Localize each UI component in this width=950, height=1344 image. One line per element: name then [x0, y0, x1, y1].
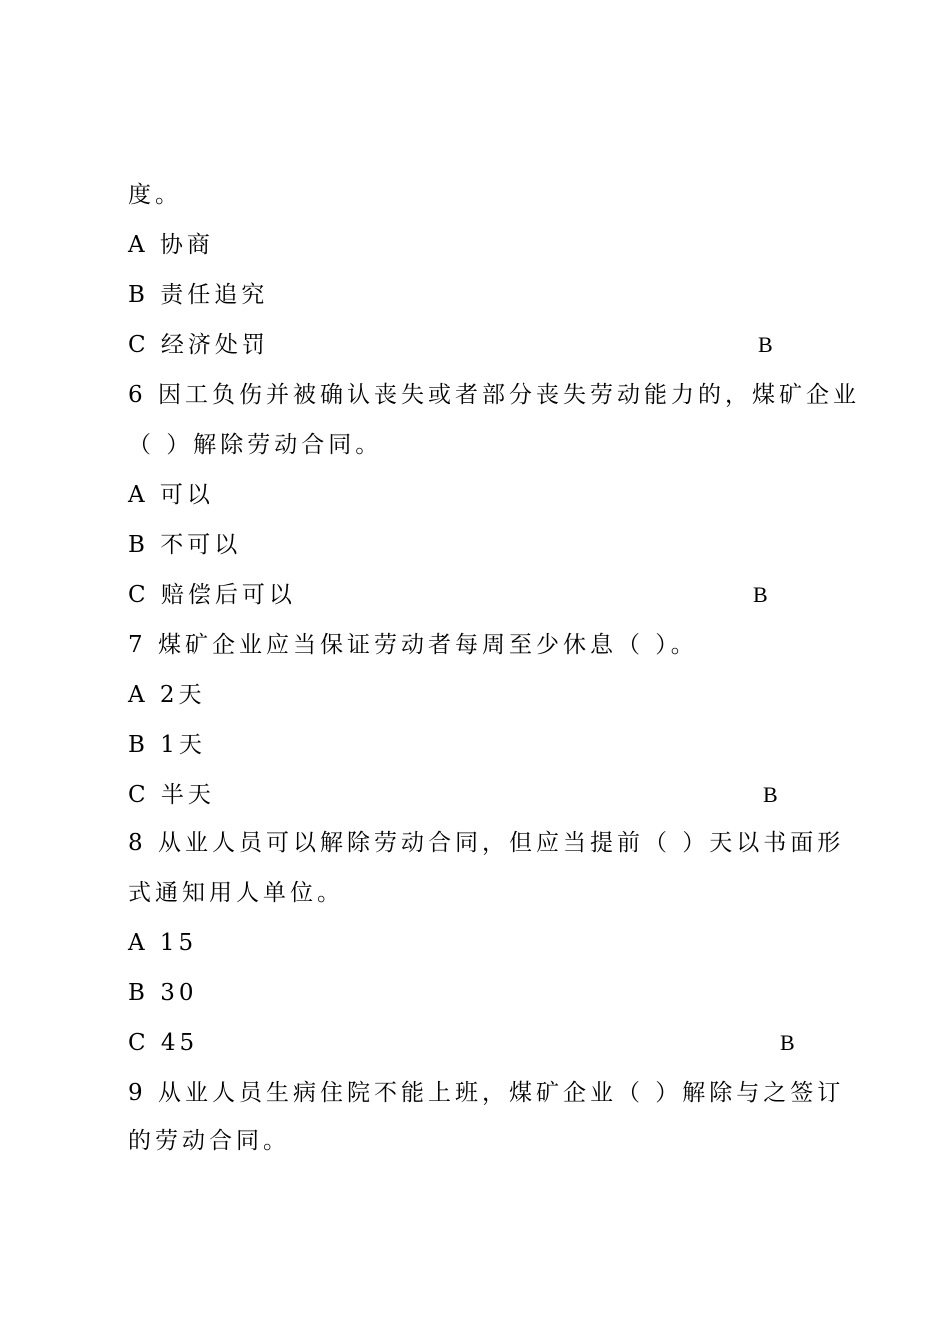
- answer-q6: B: [753, 582, 768, 607]
- answer-q5: B: [758, 332, 773, 357]
- answer-q8: B: [780, 1030, 795, 1055]
- question-8-line-2: 式通知用人单位。: [128, 880, 344, 906]
- question-9-line-2: 的劳动合同。: [128, 1128, 290, 1154]
- option-a-q6: A 可以: [128, 482, 214, 508]
- question-8-line-1: 8 从业人员可以解除劳动合同，但应当提前（ ）天以书面形: [128, 830, 845, 856]
- option-a-q8: A 15: [128, 930, 198, 956]
- option-c-q7: C 半天: [128, 782, 215, 808]
- option-c-q6: C 赔偿后可以: [128, 582, 296, 608]
- line-0: 度。: [128, 182, 182, 208]
- option-a-q5: A 协商: [128, 232, 214, 258]
- question-6-line-1: 6 因工负伤并被确认丧失或者部分丧失劳动能力的，煤矿企业: [128, 382, 860, 408]
- option-c-q5: C 经济处罚: [128, 332, 269, 358]
- answer-q7: B: [763, 782, 778, 807]
- question-9-line-1: 9 从业人员生病住院不能上班，煤矿企业（ ）解除与之签订: [128, 1080, 845, 1106]
- option-a-q7: A 2天: [128, 682, 206, 708]
- question-7-line-1: 7 煤矿企业应当保证劳动者每周至少休息（ ）。: [128, 632, 698, 658]
- option-b-q8: B 30: [128, 980, 198, 1006]
- option-b-q5: B 责任追究: [128, 282, 269, 308]
- question-6-line-2: （ ）解除劳动合同。: [128, 432, 383, 458]
- option-b-q7: B 1天: [128, 732, 206, 758]
- option-c-q8: C 45: [128, 1030, 199, 1056]
- option-b-q6: B 不可以: [128, 532, 242, 558]
